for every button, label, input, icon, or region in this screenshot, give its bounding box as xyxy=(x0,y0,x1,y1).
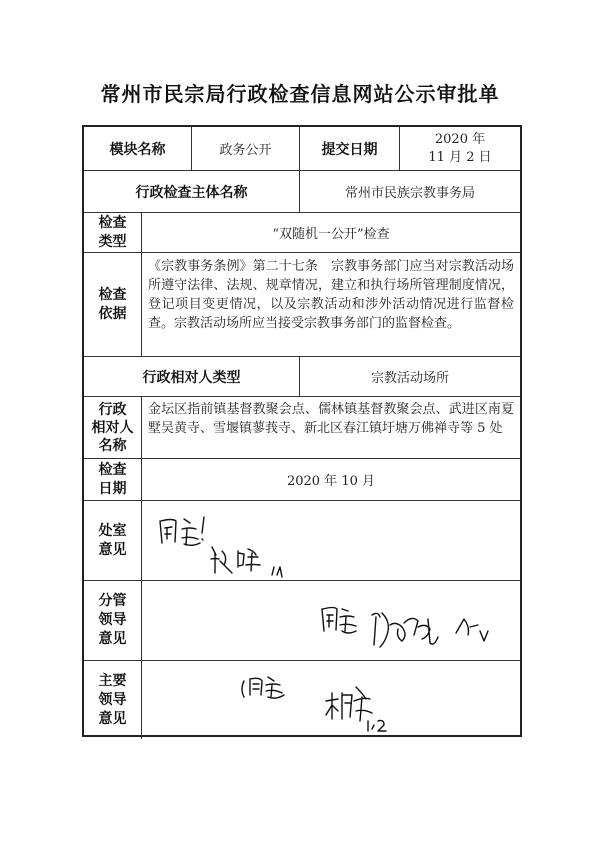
main-opinion-label: 主要 领导 意见 xyxy=(84,661,142,739)
module-name-label: 模块名称 xyxy=(84,127,192,170)
row-check-date xyxy=(84,459,520,501)
row-check-type xyxy=(84,213,520,253)
check-basis-value: 《宗教事务条例》第二十七条 宗教事务部门应当对宗教活动场所遵守法律、法规、规章情况，建立和执行场所管理制度情况，登记项目变更情况，以及宗教活动和涉外活动情况进行监督检查。宗教活动场所应当接受宗教事务部门的监督检查。 xyxy=(148,259,514,331)
row-counterpart-names xyxy=(84,397,520,459)
submit-date-day: 11 月 2 日 xyxy=(428,149,492,165)
counterpart-name-value: 金坛区指前镇基督教聚会点、儒林镇基督教聚会点、武进区南夏墅吴黄寺、雪堰镇蓼莪寺、新北区春江镇圩塘万佛禅寺等 5 处 xyxy=(148,402,514,436)
row-inspecting-body xyxy=(84,171,520,213)
inspecting-body-value: 常州市民族宗教事务局 xyxy=(344,186,475,201)
counterpart-type-label: 行政相对人类型 xyxy=(84,357,300,396)
check-date-label: 检查 日期 xyxy=(84,459,142,500)
check-type-label: 检查 类型 xyxy=(84,213,142,252)
counterpart-name-label: 行政 相对人 名称 xyxy=(84,397,142,458)
row-counterpart-type xyxy=(84,357,520,397)
check-basis-label: 检查 依据 xyxy=(84,253,142,356)
supervising-opinion-signature xyxy=(318,601,518,661)
row-supervising-opinion xyxy=(84,581,520,661)
main-opinion-signature xyxy=(238,671,418,735)
office-opinion-signature xyxy=(156,509,306,585)
submit-date-year: 2020 年 xyxy=(434,131,486,147)
inspecting-body-label: 行政检查主体名称 xyxy=(84,171,300,212)
check-date-value: 2020 年 10 月 xyxy=(286,474,376,489)
approval-form-table xyxy=(82,125,522,737)
check-type-value: “双随机一公开”检查 xyxy=(272,227,390,242)
main-opinion-area xyxy=(142,661,520,739)
counterpart-type-value: 宗教活动场所 xyxy=(370,371,449,386)
module-name-value: 政务公开 xyxy=(192,127,300,170)
office-opinion-area xyxy=(142,501,520,580)
row-module-date xyxy=(84,127,520,171)
row-main-opinion xyxy=(84,661,520,739)
document-title: 常州市民宗局行政检查信息网站公示审批单 xyxy=(100,82,500,106)
office-opinion-label: 处室 意见 xyxy=(84,501,142,580)
submit-date-value xyxy=(400,127,520,170)
row-office-opinion xyxy=(84,501,520,581)
submit-date-label: 提交日期 xyxy=(300,127,400,170)
supervising-opinion-label: 分管 领导 意见 xyxy=(84,581,142,660)
supervising-opinion-area xyxy=(142,581,520,660)
row-check-basis xyxy=(84,253,520,357)
